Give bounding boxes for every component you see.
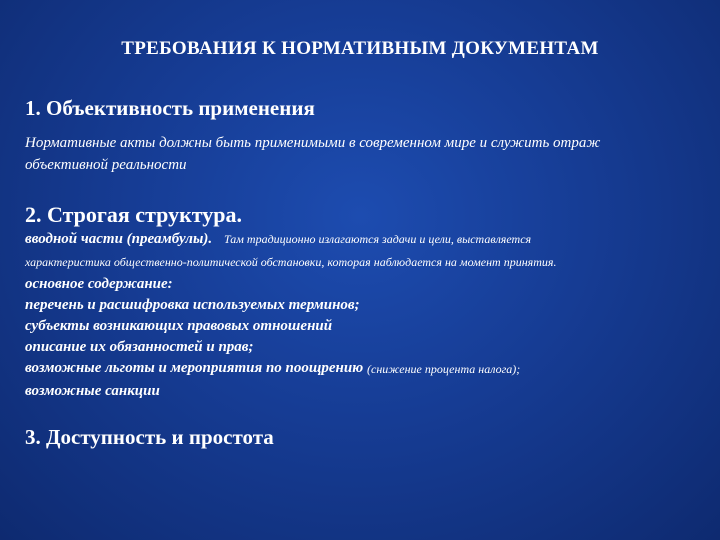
structure-item-duties: описание их обязанностей и прав;	[25, 339, 254, 355]
preamble-note-line2: характеристика общественно-политической обстановки, которая наблюдается на момент принятия.	[25, 255, 557, 269]
structure-item-sanctions: возможные санкции	[25, 383, 160, 399]
section3-heading: 3. Доступность и простота	[25, 425, 274, 449]
preamble-note-line1: Там традиционно излагаются задачи и цели, выставляется	[224, 232, 532, 246]
structure-item-benefits: возможные льготы и мероприятия по поощрению	[25, 360, 364, 376]
structure-item-subjects: субъекты возникающих правовых отношений	[25, 318, 333, 334]
section2-heading: 2. Строгая структура.	[25, 202, 243, 227]
slide-title: ТРЕБОВАНИЯ К НОРМАТИВНЫМ ДОКУМЕНТАМ	[121, 38, 599, 59]
section1-heading: 1. Объективность применения	[25, 96, 315, 120]
structure-item-preamble: вводной части (преамбулы).	[25, 231, 213, 247]
benefits-note: (снижение процента налога);	[367, 362, 521, 376]
structure-item-main-content: основное содержание:	[25, 276, 173, 292]
section1-text-line2: объективной реальности	[25, 157, 187, 173]
section1-text-line1: Нормативные акты должны быть применимыми в современном мире и служить отраж	[25, 135, 601, 151]
structure-item-terms: перечень и расшифровка используемых терминов;	[25, 297, 360, 313]
